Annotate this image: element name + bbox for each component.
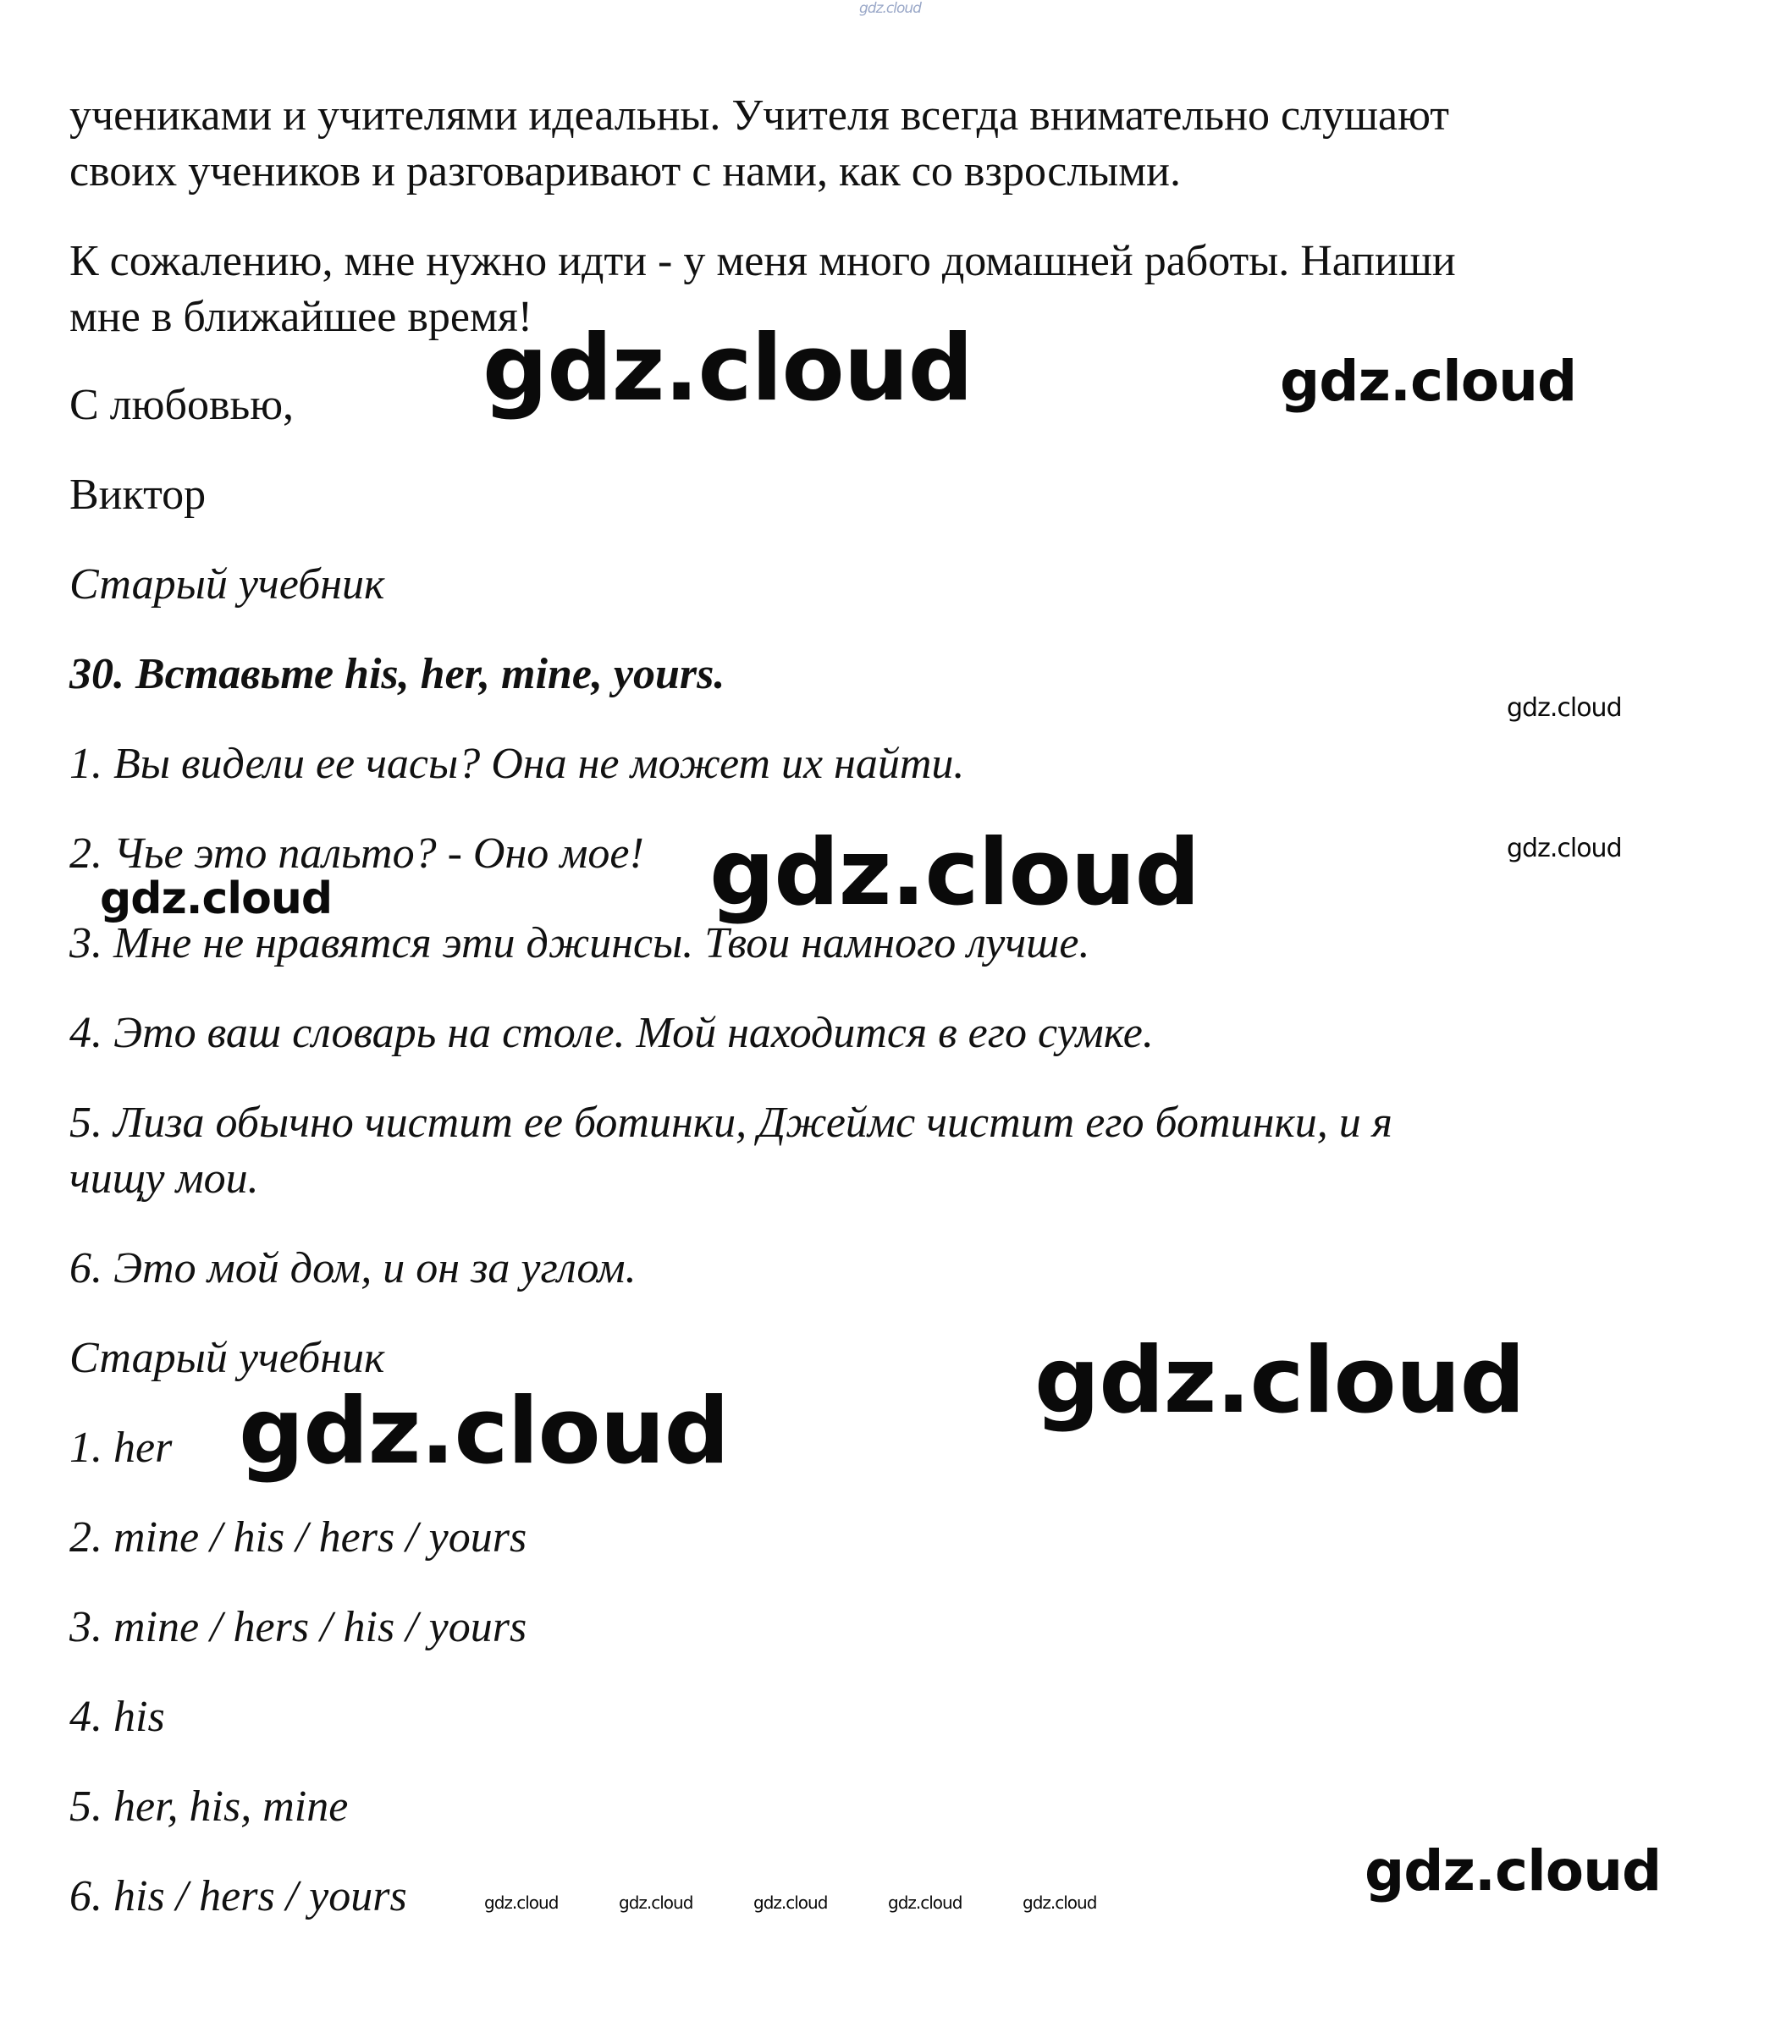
letter-line-4: мне в ближайшее время! bbox=[69, 293, 533, 341]
letter-line-2: своих учеников и разговаривают с нами, как со взрослыми. bbox=[69, 147, 1181, 196]
letter-signature: Виктор bbox=[69, 471, 207, 519]
watermark-tiny-2: gdz.cloud bbox=[619, 1892, 693, 1913]
exercise-item-3: 3. Мне не нравятся эти джинсы. Твои намного лучше. bbox=[69, 919, 1090, 967]
letter-line-3: К сожалению, мне нужно идти - у меня много домашней работы. Напиши bbox=[69, 237, 1456, 285]
watermark-tiny-1: gdz.cloud bbox=[484, 1892, 559, 1913]
watermark-medium-3: gdz.cloud bbox=[1365, 1838, 1662, 1904]
watermark-medium-1: gdz.cloud bbox=[1280, 349, 1577, 414]
watermark-large-1: gdz.cloud bbox=[482, 316, 973, 421]
watermark-top: gdz.cloud bbox=[859, 0, 921, 17]
watermark-large-2: gdz.cloud bbox=[709, 820, 1199, 926]
answer-item-4: 4. his bbox=[69, 1693, 165, 1741]
exercise-item-5: 5. Лиза обычно чистит ее ботинки, Джеймс чистит его ботинки, и я bbox=[69, 1099, 1392, 1147]
watermark-large-4: gdz.cloud bbox=[239, 1379, 729, 1485]
letter-closing: С любовью, bbox=[69, 381, 295, 429]
answer-item-6: 6. his / hers / yours bbox=[69, 1872, 407, 1920]
watermark-medium-2: gdz.cloud bbox=[100, 873, 333, 924]
exercise-heading: 30. Вставьте his, her, mine, yours. bbox=[69, 650, 725, 698]
watermark-small-1: gdz.cloud bbox=[1507, 693, 1622, 723]
answers-source-label: Старый учебник bbox=[69, 1334, 385, 1382]
exercise-item-5-cont: чищу мои. bbox=[69, 1154, 259, 1203]
answer-item-5: 5. her, his, mine bbox=[69, 1782, 349, 1831]
watermark-large-3: gdz.cloud bbox=[1034, 1328, 1525, 1434]
answer-item-1: 1. her bbox=[69, 1424, 173, 1472]
watermark-tiny-4: gdz.cloud bbox=[888, 1892, 962, 1913]
watermark-tiny-5: gdz.cloud bbox=[1023, 1892, 1097, 1913]
letter-line-1: учениками и учителями идеальны. Учителя всегда внимательно слушают bbox=[69, 91, 1449, 140]
exercise-item-4: 4. Это ваш словарь на столе. Мой находится в его сумке. bbox=[69, 1009, 1154, 1057]
exercise-item-2: 2. Чье это пальто? - Оно мое! bbox=[69, 829, 644, 878]
exercise-source-label: Старый учебник bbox=[69, 560, 385, 609]
answer-item-2: 2. mine / his / hers / yours bbox=[69, 1513, 527, 1562]
exercise-item-1: 1. Вы видели ее часы? Она не может их найти. bbox=[69, 740, 965, 788]
watermark-small-2: gdz.cloud bbox=[1507, 834, 1622, 863]
answer-item-3: 3. mine / hers / his / yours bbox=[69, 1603, 527, 1651]
exercise-item-6: 6. Это мой дом, и он за углом. bbox=[69, 1244, 637, 1292]
watermark-tiny-3: gdz.cloud bbox=[753, 1892, 828, 1913]
